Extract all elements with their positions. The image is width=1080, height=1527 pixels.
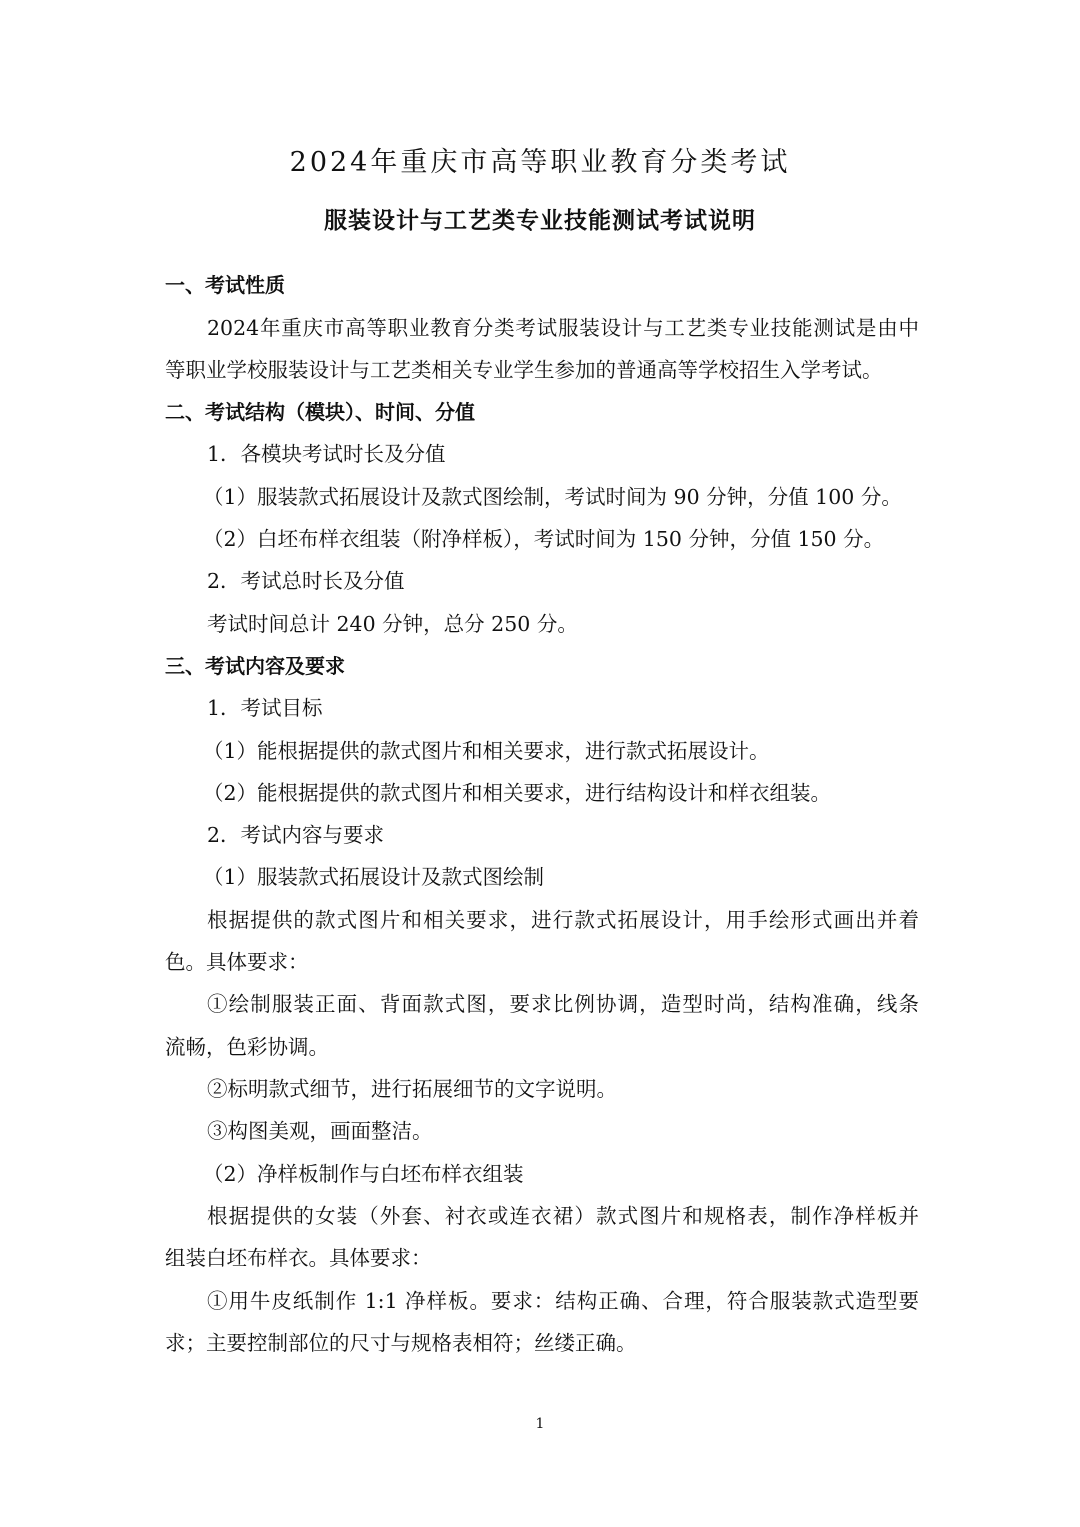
subsection-heading: 2．考试总时长及分值 bbox=[207, 569, 405, 593]
paragraph-line: 流畅，色彩协调。 bbox=[165, 1035, 329, 1059]
paragraph-line: 求；主要控制部位的尺寸与规格表相符；丝缕正确。 bbox=[165, 1331, 637, 1355]
paragraph-line: 色。具体要求： bbox=[165, 950, 309, 974]
list-item: （1）服装款式拓展设计及款式图绘制 bbox=[203, 865, 545, 889]
paragraph-line: ①绘制服装正面、背面款式图，要求比例协调，造型时尚，结构准确，线条 bbox=[207, 992, 919, 1016]
subsection-heading: 2．考试内容与要求 bbox=[207, 823, 385, 847]
list-item: （1）服装款式拓展设计及款式图绘制，考试时间为 90 分钟，分值 100 分。 bbox=[203, 485, 902, 509]
paragraph-line: 2024年重庆市高等职业教育分类考试服装设计与工艺类专业技能测试是由中 bbox=[207, 316, 919, 340]
paragraph-line: 等职业学校服装设计与工艺类相关专业学生参加的普通高等学校招生入学考试。 bbox=[165, 358, 883, 382]
subsection-heading: 1．考试目标 bbox=[207, 696, 323, 720]
paragraph-line: 组装白坯布样衣。具体要求： bbox=[165, 1246, 432, 1270]
page-number: 1 bbox=[535, 1416, 545, 1432]
subsection-heading: 1．各模块考试时长及分值 bbox=[207, 442, 446, 466]
section-heading-structure: 二、考试结构（模块）、时间、分值 bbox=[165, 400, 475, 424]
list-item: （2）净样板制作与白坯布样衣组装 bbox=[203, 1162, 524, 1186]
list-item: （2）白坯布样衣组装（附净样板），考试时间为 150 分钟，分值 150 分。 bbox=[203, 527, 885, 551]
paragraph-line: ①用牛皮纸制作 1:1 净样板。要求：结构正确、合理，符合服装款式造型要 bbox=[207, 1289, 919, 1313]
paragraph-line: 根据提供的款式图片和相关要求，进行款式拓展设计，用手绘形式画出并着 bbox=[207, 908, 919, 932]
paragraph-line: 根据提供的女装（外套、衬衣或连衣裙）款式图片和规格表，制作净样板并 bbox=[207, 1204, 919, 1228]
list-item: （1）能根据提供的款式图片和相关要求，进行款式拓展设计。 bbox=[203, 739, 770, 763]
paragraph-line: 考试时间总计 240 分钟，总分 250 分。 bbox=[207, 612, 578, 636]
section-heading-content: 三、考试内容及要求 bbox=[165, 654, 345, 678]
document-title: 2024年重庆市高等职业教育分类考试 bbox=[289, 147, 791, 178]
list-item: （2）能根据提供的款式图片和相关要求，进行结构设计和样衣组装。 bbox=[203, 781, 832, 805]
section-heading-nature: 一、考试性质 bbox=[165, 273, 285, 297]
paragraph-line: ③构图美观，画面整洁。 bbox=[207, 1119, 433, 1143]
document-subtitle: 服装设计与工艺类专业技能测试考试说明 bbox=[324, 208, 756, 234]
paragraph-line: ②标明款式细节，进行拓展细节的文字说明。 bbox=[207, 1077, 617, 1101]
